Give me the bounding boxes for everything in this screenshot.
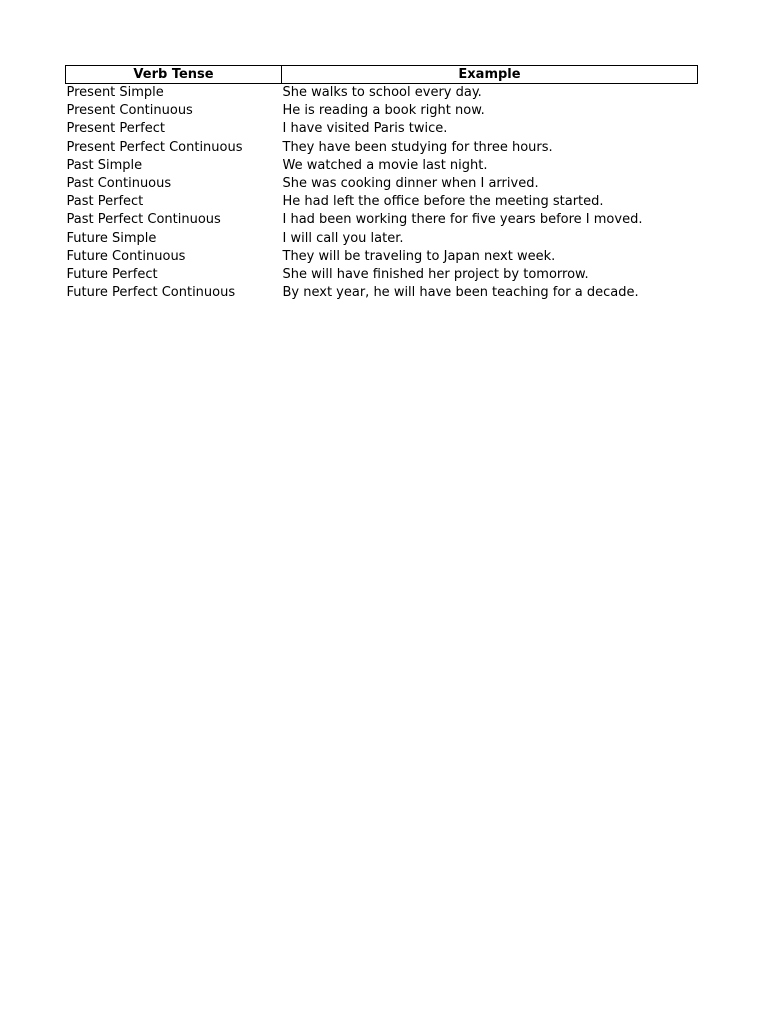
table-row	[66, 266, 698, 284]
header-example: Example	[282, 66, 698, 84]
example-cell: We watched a movie last night.	[282, 157, 488, 173]
tense-cell: Present Perfect Continuous	[66, 139, 243, 155]
tense-cell: Past Perfect	[66, 194, 144, 210]
tense-cell: Present Continuous	[66, 103, 193, 119]
example-cell: I have visited Paris twice.	[282, 121, 448, 137]
example-cell: He is reading a book right now.	[282, 103, 485, 119]
table-row	[66, 211, 698, 229]
tense-cell: Past Continuous	[66, 176, 172, 192]
table-header	[66, 66, 698, 84]
table-row	[66, 84, 698, 103]
table-row	[66, 175, 698, 193]
example-cell: I will call you later.	[282, 230, 404, 246]
table-row	[66, 230, 698, 248]
example-cell: She was cooking dinner when I arrived.	[282, 176, 539, 192]
example-cell: She walks to school every day.	[282, 85, 482, 100]
table-row	[66, 139, 698, 157]
tense-cell: Present Perfect	[66, 121, 165, 137]
table-row	[66, 193, 698, 211]
table-body	[66, 84, 698, 303]
table-row	[66, 284, 698, 302]
verb-tense-sheet	[65, 65, 697, 302]
verb-tense-table	[65, 65, 698, 302]
tense-cell: Past Simple	[66, 157, 143, 173]
tense-cell: Future Continuous	[66, 248, 186, 264]
example-cell: By next year, he will have been teaching for a decade.	[282, 285, 639, 301]
example-cell: They have been studying for three hours.	[282, 139, 553, 155]
table-row	[66, 120, 698, 138]
example-cell: He had left the office before the meeting started.	[282, 194, 604, 210]
table-row	[66, 248, 698, 266]
table-row	[66, 157, 698, 175]
example-cell: I had been working there for five years before I moved.	[282, 212, 643, 228]
header-row	[66, 66, 698, 84]
example-cell: They will be traveling to Japan next week.	[282, 248, 556, 264]
tense-cell: Past Perfect Continuous	[66, 212, 221, 228]
header-verb-tense: Verb Tense	[66, 66, 282, 84]
tense-cell: Future Simple	[66, 230, 157, 246]
tense-cell: Future Perfect	[66, 267, 158, 283]
tense-cell: Present Simple	[66, 85, 164, 100]
tense-cell: Future Perfect Continuous	[66, 285, 236, 301]
table-row	[66, 102, 698, 120]
example-cell: She will have finished her project by tomorrow.	[282, 267, 589, 283]
